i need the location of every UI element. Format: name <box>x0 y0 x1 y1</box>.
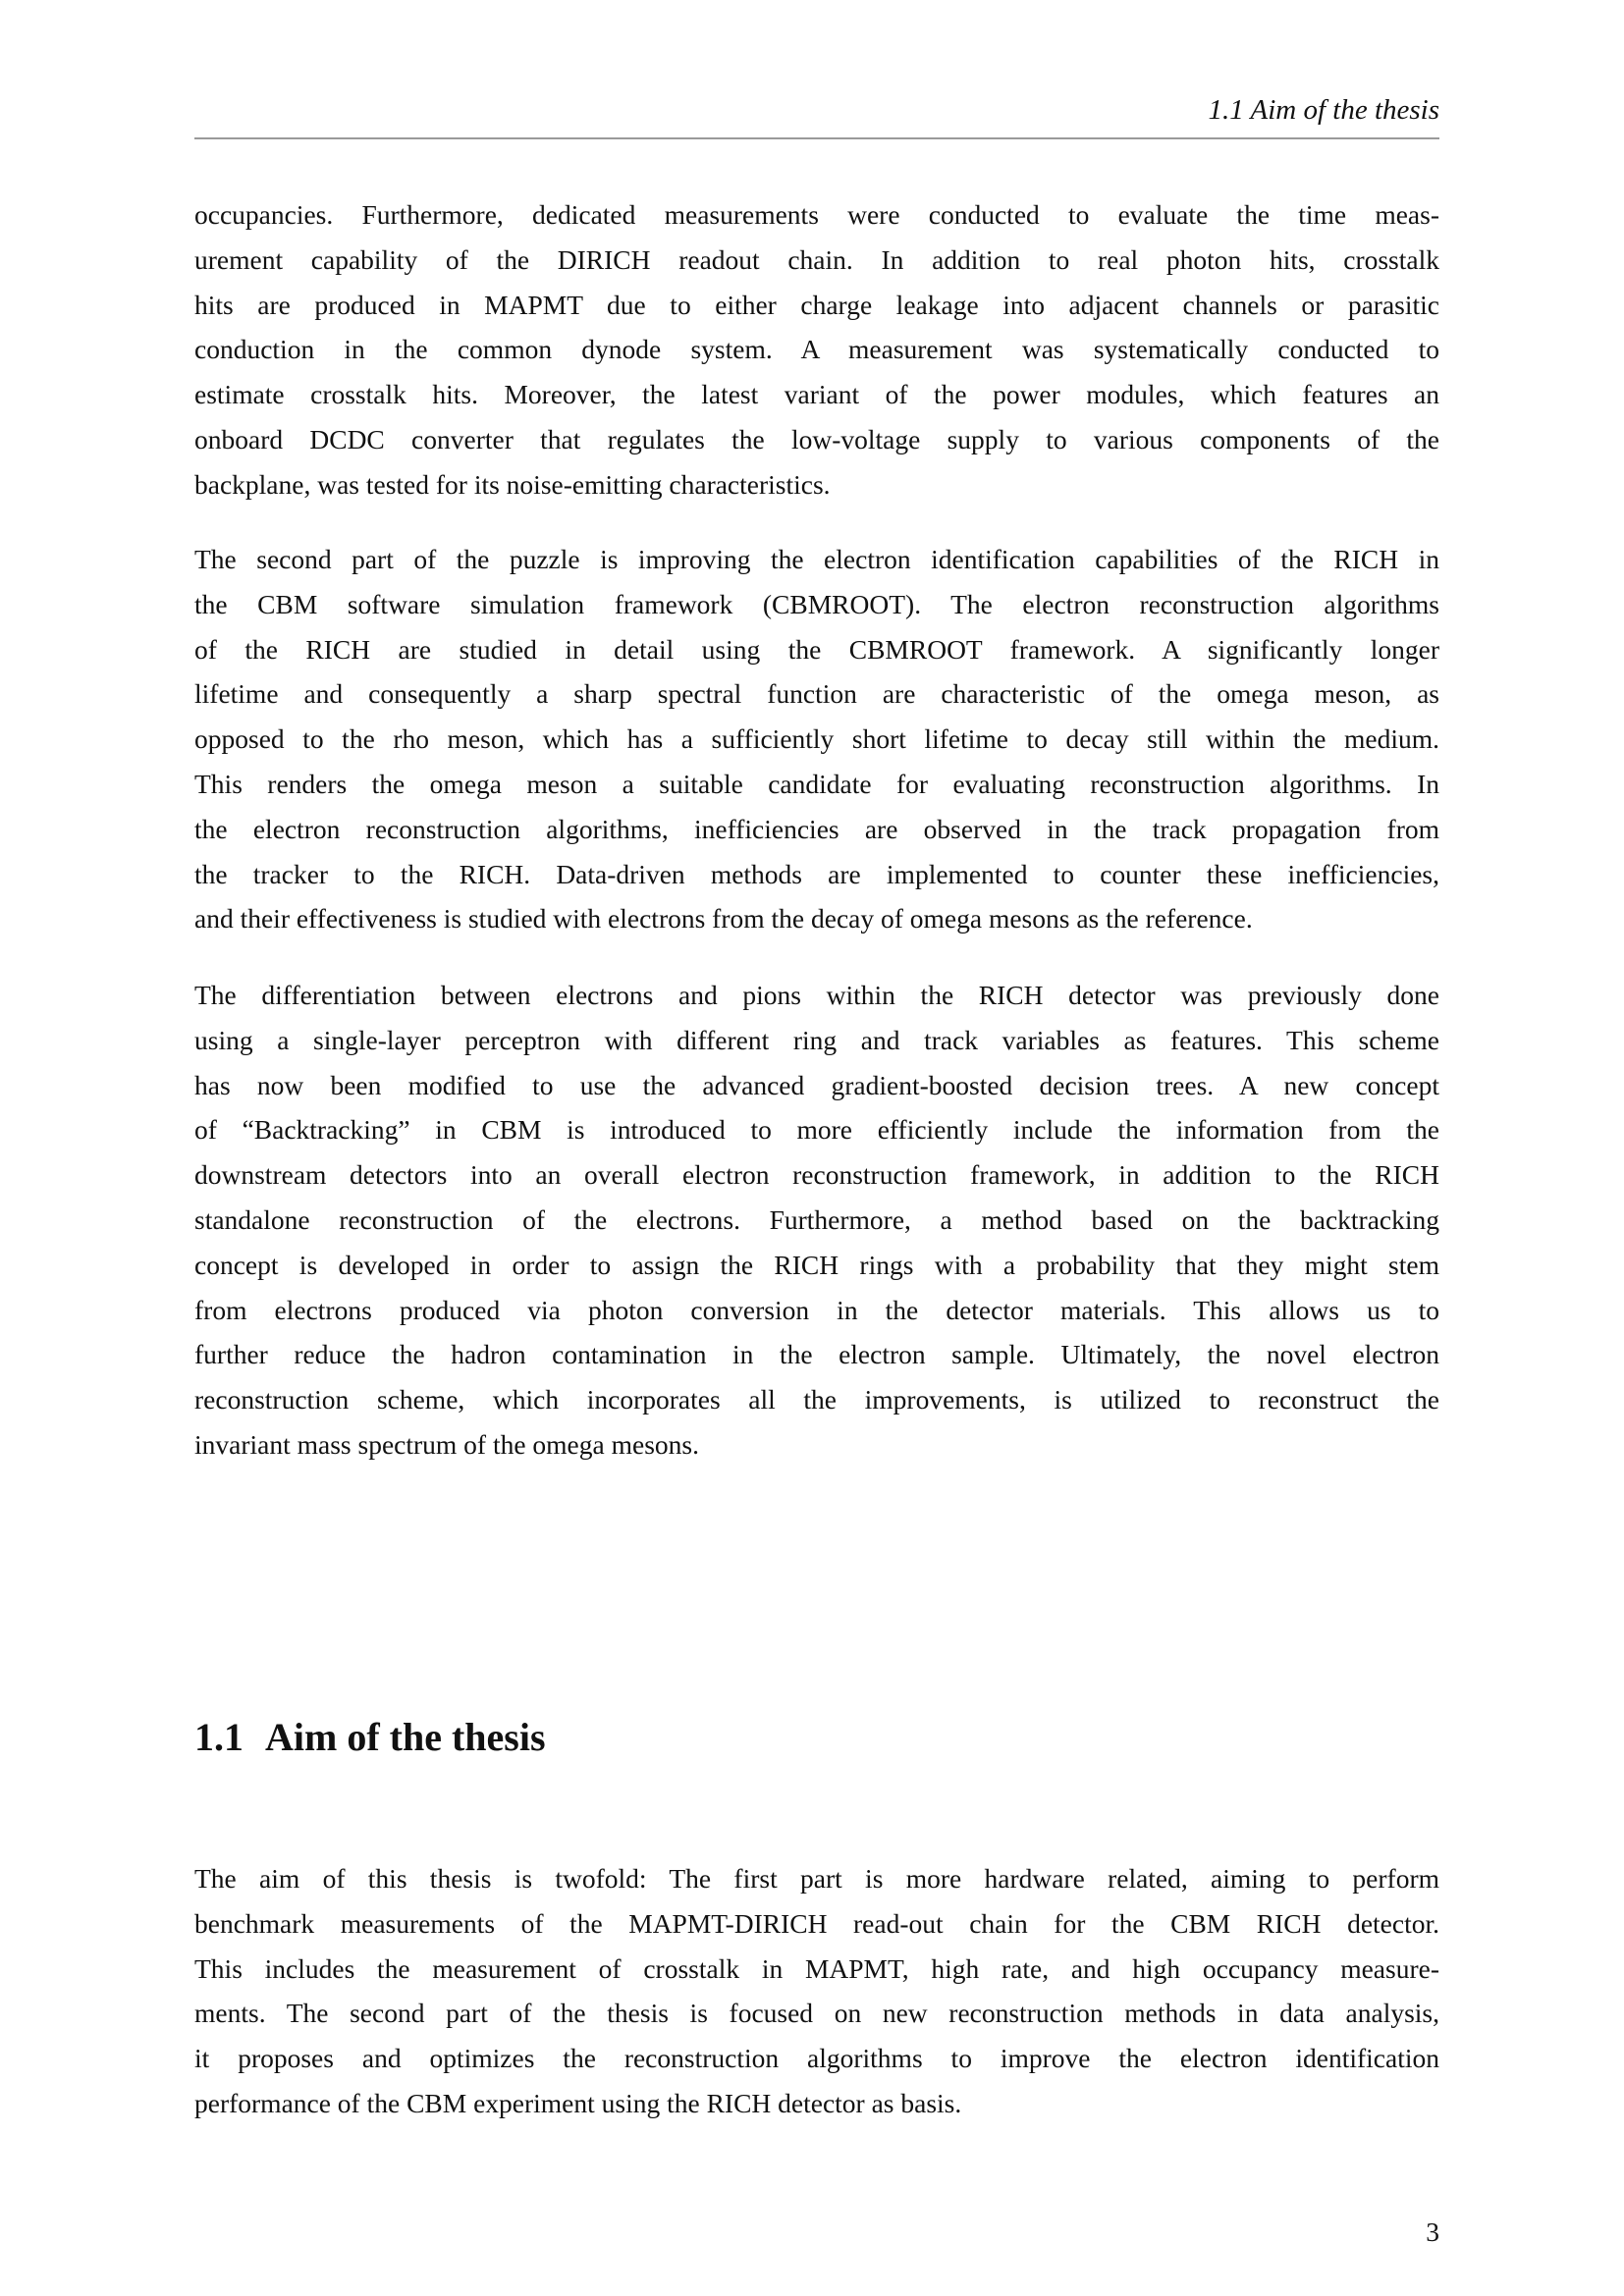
text-line: further reduce the hadron contamination in the electron sample. Ultimately, the novel electron <box>194 1339 1439 1370</box>
text-line: urement capability of the DIRICH readout chain. In addition to real photon hits, crosstalk <box>194 243 1439 275</box>
page-number: 3 <box>1426 2216 1439 2247</box>
text-line: The differentiation between electrons and pions within the RICH detector was previously done <box>194 980 1439 1010</box>
paragraph-2 <box>194 537 1439 941</box>
text-line: onboard DCDC converter that regulates the low-voltage supply to various components of the <box>194 423 1439 454</box>
text-line: the electron reconstruction algorithms, inefficiencies are observed in the track propagation from <box>194 813 1439 844</box>
text-line: concept is developed in order to assign the RICH rings with a probability that they might stem <box>194 1249 1439 1280</box>
paragraph-3 <box>194 973 1439 1468</box>
text-line: and their effectiveness is studied with electrons from the decay of omega mesons as the reference. <box>194 903 1253 934</box>
section-title: Aim of the thesis <box>265 1715 546 1759</box>
text-line: estimate crosstalk hits. Moreover, the latest variant of the power modules, which features an <box>194 379 1439 410</box>
text-line: it proposes and optimizes the reconstruction algorithms to improve the electron identification <box>194 2043 1439 2074</box>
section-number: 1.1 <box>194 1715 244 1759</box>
paragraph-1 <box>194 192 1439 507</box>
text-line: performance of the CBM experiment using the RICH detector as basis. <box>194 2087 962 2118</box>
text-line: benchmark measurements of the MAPMT-DIRICH read-out chain for the CBM RICH detector. <box>194 1907 1439 1939</box>
header-rule <box>194 137 1439 139</box>
text-line: invariant mass spectrum of the omega mesons. <box>194 1428 699 1460</box>
text-line: This renders the omega meson a suitable candidate for evaluating reconstruction algorithms. In <box>194 768 1439 799</box>
text-line: ments. The second part of the thesis is focused on new reconstruction methods in data analysis, <box>194 1998 1439 2029</box>
text-line: the CBM software simulation framework (CBMROOT). The electron reconstruction algorithms <box>194 588 1439 619</box>
text-line: occupancies. Furthermore, dedicated measurements were conducted to evaluate the time meas- <box>194 199 1439 230</box>
running-header: 1.1 Aim of the thesis <box>1208 94 1439 126</box>
section-heading <box>194 1714 546 1760</box>
text-line: using a single-layer perceptron with different ring and track variables as features. This scheme <box>194 1024 1439 1055</box>
text-line: opposed to the rho meson, which has a sufficiently short lifetime to decay still within the medium. <box>194 723 1439 755</box>
text-line: of the RICH are studied in detail using the CBMROOT framework. A significantly longer <box>194 633 1439 665</box>
text-line: standalone reconstruction of the electrons. Furthermore, a method based on the backtracking <box>194 1203 1439 1235</box>
text-line: lifetime and consequently a sharp spectral function are characteristic of the omega meson, as <box>194 678 1439 710</box>
text-line: backplane, was tested for its noise-emitting characteristics. <box>194 468 831 500</box>
text-line: reconstruction scheme, which incorporates all the improvements, is utilized to reconstruct the <box>194 1384 1439 1415</box>
text-line: This includes the measurement of crosstalk in MAPMT, high rate, and high occupancy measure- <box>194 1952 1439 1984</box>
text-line: has now been modified to use the advanced gradient-boosted decision trees. A new concept <box>194 1069 1439 1100</box>
text-line: of “Backtracking” in CBM is introduced to more efficiently include the information from the <box>194 1114 1439 1146</box>
text-line: The aim of this thesis is twofold: The first part is more hardware related, aiming to perform <box>194 1863 1439 1894</box>
text-line: from electrons produced via photon conversion in the detector materials. This allows us to <box>194 1294 1439 1325</box>
text-line: The second part of the puzzle is improving the electron identification capabilities of the RICH in <box>194 544 1439 574</box>
text-line: the tracker to the RICH. Data-driven methods are implemented to counter these inefficiencies, <box>194 858 1439 889</box>
text-line: hits are produced in MAPMT due to either charge leakage into adjacent channels or parasitic <box>194 289 1439 320</box>
paragraph-4 <box>194 1856 1439 2126</box>
text-line: conduction in the common dynode system. A measurement was systematically conducted to <box>194 334 1439 365</box>
text-line: downstream detectors into an overall electron reconstruction framework, in addition to the RICH <box>194 1159 1439 1191</box>
